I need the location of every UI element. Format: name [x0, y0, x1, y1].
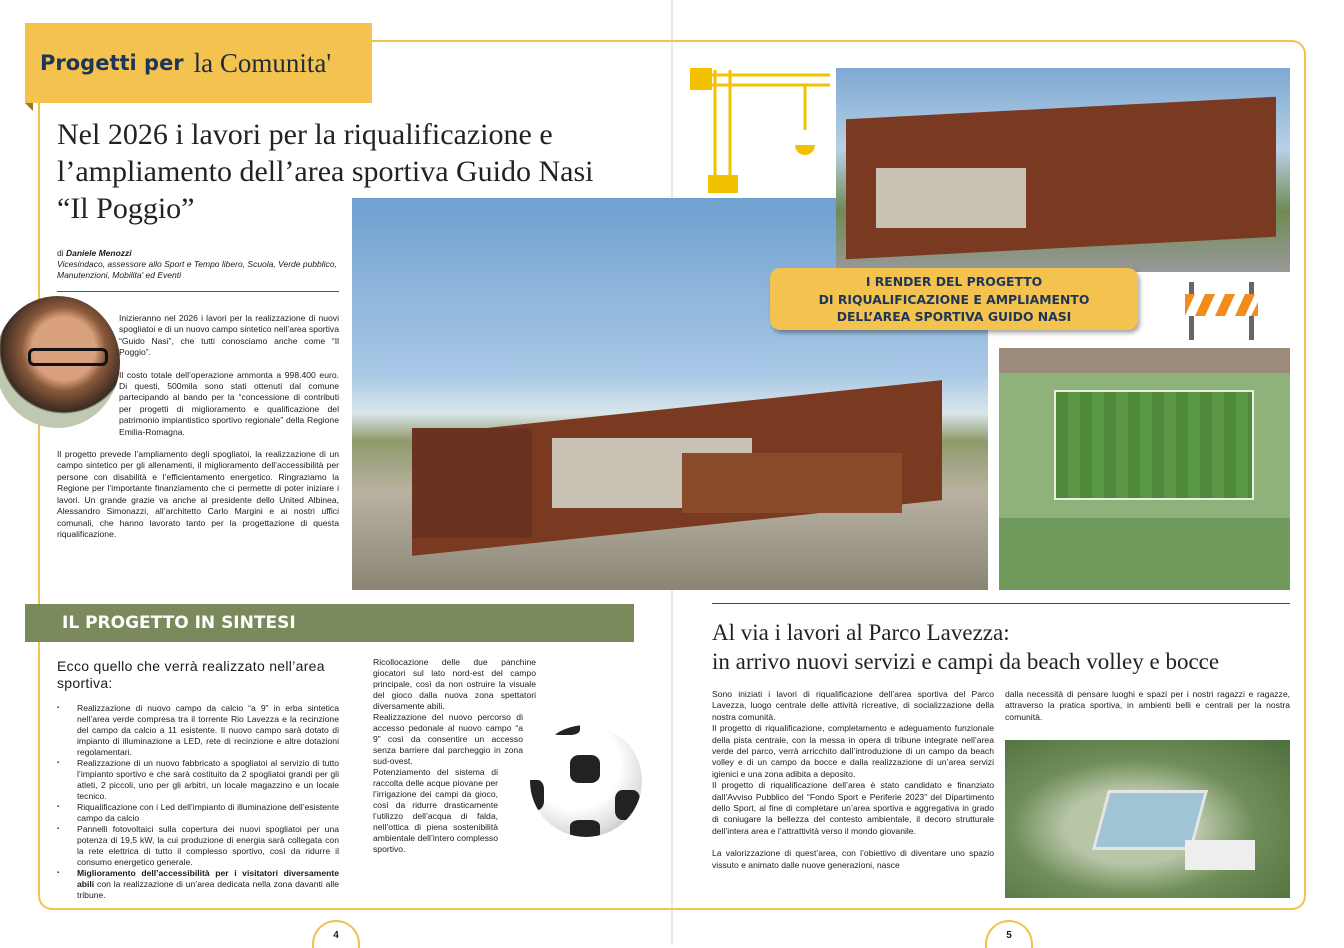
summary-heading: IL PROGETTO IN SINTESI	[25, 604, 634, 642]
summary-list	[57, 703, 339, 901]
aerial-render-image	[1005, 740, 1290, 898]
page-number-right: 5	[985, 920, 1033, 948]
list-item: ▪ Realizzazione di un nuovo fabbricato a spogliatoi al servizio di tutto l’impianto sportivo e che sarà costituito da 2 spogliatoi grandi per gli atleti, 2 piccoli, uno per gli arbitri, un locale magazzino e un locale tecnico.	[57, 758, 339, 802]
article-title: Nel 2026 i lavori per la riqualificazione e l’ampliamento dell’area sportiva Guido Nasi “Il Poggio”	[57, 118, 594, 225]
ribbon-fold	[25, 103, 33, 111]
render-caption: I RENDER DEL PROGETTO DI RIQUALIFICAZIONE E AMPLIAMENTO DELL’AREA SPORTIVA GUIDO NASI	[770, 268, 1138, 330]
section-label-script: la Comunita'	[193, 47, 332, 78]
paragraph-project: Il progetto prevede l’ampliamento degli spogliatoi, la realizzazione di un campo sintetico per gli allenamenti, il miglioramento dell’accessibilità per persone con disabilità e l’efficientamento energetico. Ringraziamo la Regione per l’importante finanziamento che ci permette di poter iniziare i lavori. Un grande grazie va anche al presidente dello United Albinea, Alessandro Simonazzi, all’architetto Carlo Margini e ai nostri uffici comunali, che hanno lavorato tanto per la progettazione di questa riqualificazione.	[57, 449, 339, 539]
article-2-col2: dalla necessità di pensare luoghi e spazi per i nostri ragazzi e ragazze, attraverso la pratica sportiva, in ambienti belli e centrali per la nostra comunità.	[1005, 689, 1290, 722]
article-body	[57, 313, 339, 540]
list-item: ▪ Miglioramento dell’accessibilità per i visitatori diversamente abili con la realizzazione di un’area dedicata nella zona davanti alle tribune.	[57, 868, 339, 901]
article-title-2: Al via i lavori al Parco Lavezza: in arrivo nuovi servizi e campi da beach volley e bocce	[712, 620, 1220, 674]
list-item: ▪ Riqualificazione con i Led dell’impianto di illuminazione dell’esistente campo da calcio	[57, 802, 339, 824]
paragraph-intro: Inizieranno nel 2026 i lavori per la realizzazione di nuovi spogliatoi e di un nuovo campo sintetico nell’area sportiva “Guido Nasi”, che tutti conosciamo anche come “Il Poggio”.	[119, 313, 339, 358]
list-item: ▪ Pannelli fotovoltaici sulla copertura dei nuovi spogliatoi per una potenza di 19,5 kW, la cui produzione di energia sarà collegata con la rete elettrica di tutto il complesso sportivo, così da ridurre il consumo energetico generale.	[57, 824, 339, 868]
list-item: Potenziamento del sistema di raccolta delle acque piovane per l’irrigazione dei campi da gioco, così da ridurre drasticamente l’utilizzo dell’acqua di falda, nell’ottica di piena sostenibilità ambientale dell’intero complesso sportivo.	[373, 767, 498, 854]
divider	[712, 603, 1290, 604]
summary-list-col2	[373, 657, 536, 855]
author-name: Daniele Menozzi	[66, 248, 132, 258]
article-2-col1: Sono iniziati i lavori di riqualificazione dell’area sportiva del Parco Lavezza, luogo centrale delle attività ricreative, di socializzazione della nostra comunità. Il progetto di riqualificazione, completamento e adeguamento funzionale della pista centrale, con la messa in opera di tribune integrate nell’area verde del parco, verrà arricchito dall’introduzione di un campo da beach volley e di un campo da bocce e dalla realizzazione di un’area servizi igienici e una zona adibita a deposito. Il progetto di riqualificazione dell’area è stato candidato e finanziato dall’Avviso Pubblico del “Fondo Sport e Periferie 2023” del Dipartimento dello Sport, al fine di completare un’area sportiva e aggregativa in grado di coniugare la bellezza del contesto ambientale, il decoro strutturale dell’intera area e l’attrattività verso il mondo giovanile. La valorizzazione di quest’area, con l’obiettivo di diventare uno spazio vissuto e animato dalle nuove generazioni, nasce	[712, 689, 994, 870]
photo-wrap-spacer	[57, 313, 119, 431]
page-number-left: 4	[312, 920, 360, 948]
section-label-bold: Progetti per	[40, 51, 184, 75]
paragraph-cost: Il costo totale dell’operazione ammonta a 998.400 euro. Di questi, 500mila sono stati ottenuti dal comune partecipando al bando per la “concessione di contributi per progetti di miglioramento e qualificazione del patrimonio impiantistico sportivo regionale” della Regione Emilia-Romagna.	[119, 369, 339, 437]
summary-lead: Ecco quello che verrà realizzato nell’area sportiva:	[57, 658, 325, 691]
road-barrier-icon	[1185, 282, 1258, 340]
render-image-top	[836, 68, 1290, 272]
list-item: ▪ Realizzazione di nuovo campo da calcio “a 9” in erba sintetica nell’area verde compresa tra il torrente Rio Lavezza e la recinzione del campo da calcio a 11 esistente. Il nuovo campo sarà dotato di impianto di illuminazione a LED, rete di recinzione e altre dotazioni regolamentari.	[57, 703, 339, 758]
site-plan-image	[999, 348, 1290, 590]
section-header	[25, 23, 372, 103]
byline: di Daniele Menozzi Vicesindaco, assessore allo Sport e Tempo libero, Scuola, Verde pubblico, Manutenzioni, Mobilita' ed Eventi	[57, 248, 347, 281]
soccer-ball-image	[530, 725, 642, 837]
author-role: Vicesindaco, assessore allo Sport e Tempo libero, Scuola, Verde pubblico, Manutenzioni, Mobilita' ed Eventi	[57, 259, 337, 280]
list-item: Ricollocazione delle due panchine giocatori sul lato nord-est del campo principale, così da non ostruire la visuale del gioco dalla nuova zona spettatori diversamente abili.	[373, 657, 536, 711]
list-item: Realizzazione del nuovo percorso di accesso pedonale al nuovo campo “a 9” così da consentire un accesso senza barriere dal parcheggio in zona sud-ovest.	[373, 712, 523, 766]
crane-icon	[690, 50, 830, 200]
divider	[57, 291, 339, 292]
